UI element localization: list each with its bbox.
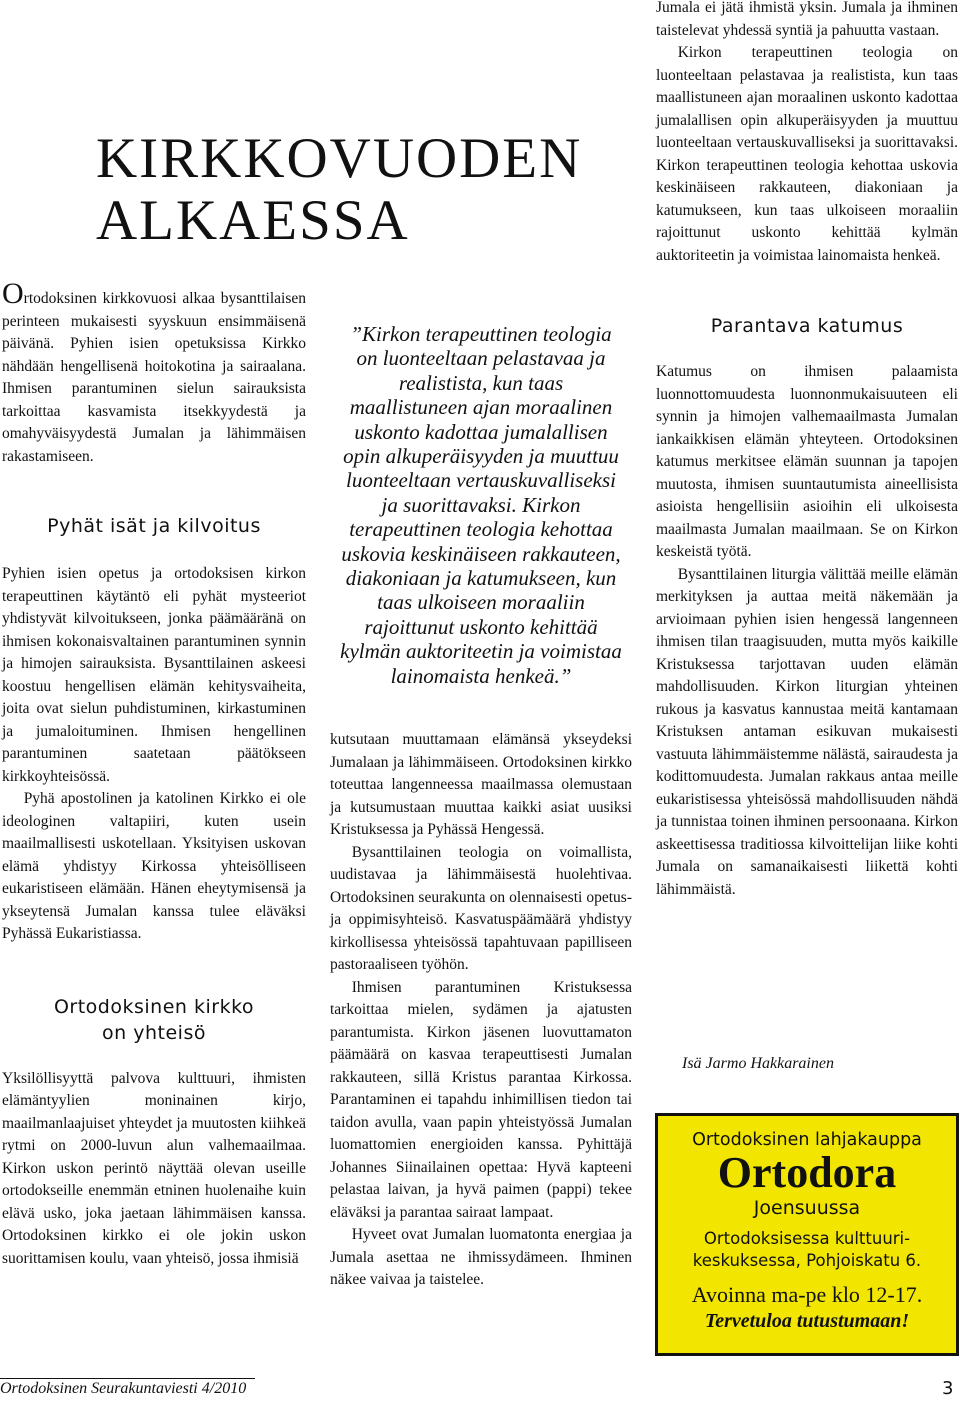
ad-shop-name: Ortodora [717, 1148, 897, 1197]
paragraph: Jumala ei jätä ihmistä yksin. Jumala ja ihminen taistelevat yhdessä syntiä ja pahuutta vastaan. [656, 0, 958, 39]
column-1 [2, 277, 306, 1270]
title-line-2: ALKAESSA [96, 189, 410, 252]
drop-cap: O [2, 277, 24, 310]
author-signature: Isä Jarmo Hakkarainen [682, 1055, 834, 1072]
ad-address: Ortodoksisessa kulttuuri- keskuksessa, Pohjoiskatu 6. [692, 1229, 922, 1270]
paragraph: Pyhien isien opetus ja ortodoksisen kirkon terapeuttinen käytäntö eli pyhät mysteeriot yhdistyvät kilvoitukseen, jonka päämääränä on ihmisen kokonaisvaltainen parantuminen synnin ja himojen sairauksista. Bysanttilainen askeesi koostuu hengellisen elämän kehitysvaiheita, joita ovat sielun puhdistuminen, kirkastuminen ja jumaloituminen. Ihmisen hengellinen parantuminen saatetaan päätökseen kirkkoyhteisössä. [2, 565, 306, 785]
ad-opening-hours: Avoinna ma-pe klo 12-17. [691, 1282, 923, 1307]
footer-publication: Ortodoksinen Seurakuntaviesti 4/2010 [0, 1380, 247, 1397]
pull-quote: ”Kirkon terapeuttinen teologia on luonteeltaan pelastavaa ja realistista, kun taas maallistuneen ajan moraalinen uskonto kadottaa jumalallisen opin alkuperäisyyden ja muuttuu luonteeltaan vertauskuvalliseksi ja suorittavaksi. Kirkon terapeuttinen teologia kehottaa uskovia keskinäiseen rakkauteen, diakoniaan ja katumukseen, kun taas ulkoiseen moraaliin rajoittunut uskonto kehittää kylmän auktoriteetin ja voimistaa lainomaista henkeä.” [340, 322, 622, 688]
paragraph: Hyveet ovat Jumalan luomatonta energiaa ja Jumala asettaa ne ihmissydämeen. Ihminen näkee vaivaa ja taistelee. [330, 1226, 632, 1288]
page-number: 3 [942, 1378, 954, 1399]
article-title [96, 128, 616, 252]
ad-shop-type: Ortodoksinen lahjakauppa [692, 1130, 922, 1150]
section-heading-yhteiso: Ortodoksinen kirkko on yhteisö [53, 995, 255, 1044]
paragraph: Ihmisen parantuminen Kristuksessa tarkoittaa mielen, sydämen ja ajatusten parantumista. Kirkon jäsenen luovuttamaton päämäärä on kasvaa terapeuttisesti Jumalan rakkauteen, sillä Kristus parantaa Kirkossa. Parantaminen ei tapahdu inhimillisen tiedon tai taidon avulla, vaan papin yhteistyössä Jumalan luomattomien energioiden kanssa. Pyhittäjä Johannes Siinailainen opettaa: Hyvä kapteeni pelastaa laivan, ja hyvä paimen (pappi) tekee eläväksi ja parantaa sairaat lampaat. [330, 978, 632, 1221]
paragraph: kutsutaan muuttamaan elämänsä ykseydeksi Jumalaan ja lähimmäiseen. Ortodoksinen kirkko toteuttaa langenneessa maailmassa olemustaan ja kutsumustaan muuttaa kaikki asiat uusiksi Kristuksessa ja Pyhässä Hengessä. [330, 731, 632, 838]
intro-paragraph: Ortodoksinen kirkkovuosi alkaa bysanttilaisen perinteen mukaisesti syyskuun ensimmäisenä päivänä. Pyhien isien opetuksissa Kirkko nähdään hengellisenä hoitokotina ja sairaalana. Ihmisen parantuminen sielun sairauksista tarkoittaa kasvamista itsekkyydestä ja omahyväisyydestä Jumalan ja lähimmäisen rakastamiseen. [2, 277, 306, 465]
paragraph: Bysanttilainen liturgia välittää meille elämän merkityksen ja auttaa meitä näkemään ja arvioimaan pyhien isien hengessä langenneen ihmisen tilan traagisuuden, mutta myös kaikille Kristuksessa tarjottavan uuden elämän mahdollisuuden. Kirkon liturgian yhteinen rukous ja kasvatus kannustaa meitä kantamaan Kristuksen antaman esikuvan mukaisesti vastuuta lähimmäistemme nälästä, sairaudesta ja kodittomuudesta. Jumalan rakkaus antaa meille eukaristisessa yhteisössä mahdollisuuden nähdä ja tunnistaa toinen ihminen persoonaana. Kirkon askeettisessa traditiossa kilvoittelijan liike kohti Jumala on samanaikaisesti liikettä kohti lähimmäistä. [656, 565, 958, 898]
ad-city: Joensuussa [753, 1197, 861, 1219]
paragraph: Bysanttilainen teologia on voimallista, uudistavaa ja lähimmäisestä huolehtivaa. Ortodoksinen seurakunta on olennaisesti opetus- ja oppimisyhteisö. Kasvatuspäämäärä yhdistyy kirkollisessa yhteisössä tapahtuvaan papilliseen pastoraaliseen työhön. [330, 843, 632, 973]
paragraph: Yksilöllisyyttä palvova kulttuuri, ihmisten elämäntyylien moninainen kirjo, maailmanlaajuiset yhteydet ja muutosten kiihkeä rytmi on 2000-luvun alun valhemaailmaa. Kirkon uskon perintö näyttää olevan useille ortodokseille enemmän etninen huolenaihe kuin elävä usko, joka jaetaan lähimmäisen kanssa. Ortodoksinen kirkko ei ole jokin uskon suorittamisen koulu, vaan yhteisö, jossa ihmisiä [2, 1069, 306, 1267]
ad-welcome: Tervetuloa tutustumaan! [704, 1310, 910, 1332]
column-3 [656, 0, 958, 901]
footer-divider [0, 1378, 255, 1379]
section-heading-parantava-katumus: Parantava katumus [710, 315, 904, 337]
paragraph: Kirkon terapeuttinen teologia on luonteeltaan pelastavaa ja realistista, kun taas maallistuneen ajan moraalinen uskonto kadottaa jumalallisen opin alkuperäisyyden ja muuttuu luonteeltaan vertauskuvalliseksi ja suorittavaksi. Kirkon terapeuttinen teologia kehottaa uskovia keskinäiseen rakkauteen, diakoniaan ja katumukseen, kun taas ulkoiseen moraaliin rajoittunut uskonto kehittää kylmän auktoriteetin ja voimistaa lainomaista henkeä. [656, 44, 958, 264]
paragraph: Katumus on ihmisen palaamista luonnottomuudesta luonnonmukaisuuteen eli synnin ja himojen valhemaailmasta Jumalan iankaikkisen elämän yhteyteen. Ortodoksinen katumus merkitsee elämän suunnan ja tapojen muutosta, ihmisen suuntautumista aineellisista asioista hengellisiin asioihin eli ulkoisesta maailmasta Jumalan maailmaan. Se on Kirkon keskeistä työtä. [656, 363, 958, 560]
ortodora-advertisement [655, 1113, 959, 1356]
title-line-1: KIRKKOVUODEN [96, 127, 583, 190]
paragraph: Pyhä apostolinen ja katolinen Kirkko ei ole ideologinen valtapiiri, kuten usein maailmallisesti uskotellaan. Yksityisen uskovan elämä yhdistyy Kirkossa yhteisölliseen eukaristiseen elämään. Hänen eheytymisensä ja ykseytensä Jumalan kanssa tulee eläväksi Pyhässä Eukaristiassa. [2, 790, 306, 942]
column-2 [330, 729, 632, 1292]
section-heading-pyhat-isat: Pyhät isät ja kilvoitus [47, 515, 261, 537]
